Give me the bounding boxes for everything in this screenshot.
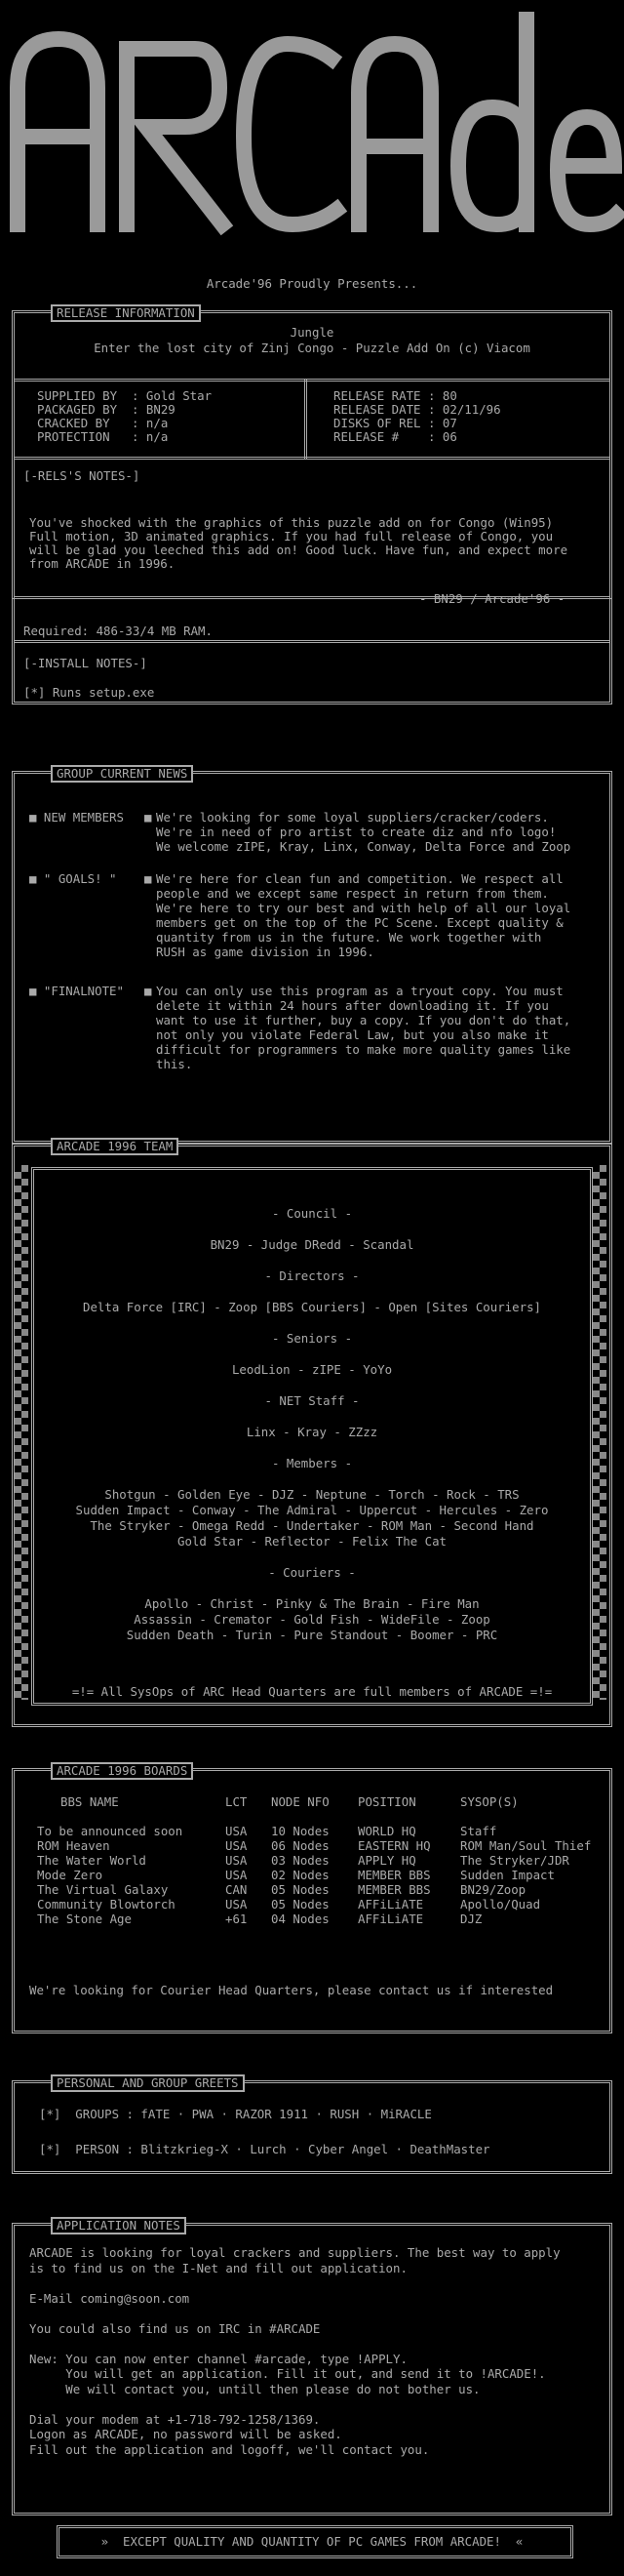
boards-cell: EASTERN HQ (358, 1838, 431, 1853)
news-label-2: ■ "FINALNOTE" (29, 984, 124, 998)
boards-cell: ROM Man/Soul Thief (460, 1838, 592, 1853)
news-0-line-2: We welcome zIPE, Kray, Linx, Conway, Delta Force and Zoop (156, 839, 571, 854)
boards-cell: The Stryker/JDR (460, 1853, 569, 1868)
release-left-0: SUPPLIED BY : Gold Star (37, 388, 213, 403)
application-line: Dial your modem at +1-718-792-1258/1369. (29, 2411, 321, 2427)
release-left-3: PROTECTION : n/a (37, 429, 169, 444)
team-line-12: Gold Star - Reflector - Felix The Cat (176, 1534, 447, 1549)
release-right-1: RELEASE DATE : 02/11/96 (333, 402, 501, 417)
news-label-1: ■ " GOALS! " (29, 871, 117, 886)
team-line-1: BN29 - Judge DRedd - Scandal (210, 1237, 414, 1252)
boards-cell: Sudden Impact (460, 1868, 555, 1882)
boards-cell: Staff (460, 1824, 497, 1838)
boards-cell: 03 Nodes (271, 1853, 330, 1868)
release-right-2: DISKS OF REL : 07 (333, 416, 457, 430)
application-line: Fill out the application and logoff, we'll contact you. (29, 2441, 430, 2457)
release-left-2: CRACKED BY : n/a (37, 416, 169, 430)
team-line-7: Linx - Kray - ZZzz (246, 1425, 378, 1439)
boards-head-nodes: NODE NFO (271, 1794, 330, 1809)
team-line-0: - Council - (271, 1206, 353, 1221)
team-line-14: Apollo - Christ - Pinky & The Brain - Fire Man (144, 1596, 480, 1611)
release-title: RELEASE INFORMATION (51, 304, 201, 322)
news-1-line-0: We're here for clean fun and competition. We respect all (156, 871, 564, 886)
greets-groups: [*] GROUPS : fATE · PWA · RAZOR 1911 · RUSH · MiRACLE (39, 2107, 432, 2121)
boards-title: ARCADE 1996 BOARDS (51, 1762, 193, 1780)
notes-line-2: will be glad you leeched this add on! Good luck. Have fun, and expect more (29, 543, 568, 557)
boards-cell: BN29/Zoop (460, 1882, 526, 1897)
team-line-11: The Stryker - Omega Redd - Undertaker - ROM Man - Second Hand (90, 1518, 534, 1533)
news-bullet-2: ■ (144, 984, 152, 998)
news-2-line-4: difficult for programmers to make more quality games like (156, 1042, 571, 1057)
presents-line: Arcade'96 Proudly Presents... (206, 276, 418, 291)
team-line-2: - Directors - (264, 1268, 360, 1283)
boards-cell: To be announced soon (37, 1824, 183, 1838)
boards-head-lct: LCT (225, 1794, 248, 1809)
application-line: is to find us on the I-Net and fill out application. (29, 2260, 408, 2275)
team-line-3: Delta Force [IRC] - Zoop [BBS Couriers] - Open [Sites Couriers] (83, 1300, 541, 1314)
notes-line-0: You've shocked with the graphics of this puzzle add on for Congo (Win95) (29, 515, 554, 530)
boards-cell: 05 Nodes (271, 1897, 330, 1912)
boards-cell: AFFiLiATE (358, 1897, 424, 1912)
news-2-line-2: want to use it further, buy a copy. If you don't do that, (156, 1013, 571, 1027)
application-line: New: You can now enter channel #arcade, type !APPLY. (29, 2351, 408, 2366)
boards-cell: USA (225, 1853, 248, 1868)
application-line: We will contact you, untill then please do not bother us. (29, 2381, 481, 2396)
application-line: You will get an application. Fill it out, and send it to !ARCADE!. (29, 2366, 546, 2381)
news-0-line-0: We're looking for some loyal suppliers/cracker/coders. (156, 810, 549, 825)
team-line-15: Assassin - Cremator - Gold Fish - WideFile - Zoop (134, 1612, 490, 1627)
boards-cell: CAN (225, 1882, 248, 1897)
news-2-line-5: this. (156, 1057, 193, 1071)
boards-cell: +61 (225, 1912, 248, 1926)
team-line-4: - Seniors - (271, 1331, 353, 1346)
boards-cell: USA (225, 1868, 248, 1882)
release-left-1: PACKAGED BY : BN29 (37, 402, 176, 417)
news-0-line-1: We're in need of pro artist to create diz and nfo logo! (156, 825, 557, 839)
boards-cell: USA (225, 1838, 248, 1853)
team-line-17: =!= All SysOps of ARC Head Quarters are full members of ARCADE =!= (71, 1684, 553, 1699)
greets-persons: [*] PERSON : Blitzkrieg-X · Lurch · Cyber Angel · DeathMaster (39, 2142, 490, 2156)
notes-signature: - BN29 / Arcade'96 - (419, 591, 566, 606)
team-line-10: Sudden Impact - Conway - The Admiral - Uppercut - Hercules - Zero (75, 1503, 549, 1517)
news-title: GROUP CURRENT NEWS (51, 765, 193, 783)
team-line-8: - Members - (271, 1456, 353, 1470)
boards-cell: MEMBER BBS (358, 1868, 431, 1882)
team-line-13: - Couriers - (268, 1565, 356, 1580)
team-line-6: - NET Staff - (264, 1393, 360, 1408)
footer-text: » EXCEPT QUALITY AND QUANTITY OF PC GAMES FROM ARCADE! « (100, 2534, 524, 2549)
boards-cell: Apollo/Quad (460, 1897, 541, 1912)
boards-cell: 04 Nodes (271, 1912, 330, 1926)
application-line: You could also find us on IRC in #ARCADE (29, 2320, 321, 2336)
arcade-logo (0, 0, 624, 244)
boards-head-position: POSITION (358, 1794, 416, 1809)
install-title: [-INSTALL NOTES-] (23, 656, 147, 670)
boards-cell: The Virtual Galaxy (37, 1882, 169, 1897)
team-title: ARCADE 1996 TEAM (51, 1138, 178, 1155)
news-2-line-3: not only you violate Federal Law, but you also make it (156, 1027, 549, 1042)
news-1-line-4: quantity from us in the future. We work together with (156, 930, 542, 945)
boards-cell: APPLY HQ (358, 1853, 416, 1868)
release-right-3: RELEASE # : 06 (333, 429, 457, 444)
boards-cell: 10 Nodes (271, 1824, 330, 1838)
boards-cell: USA (225, 1824, 248, 1838)
boards-cell: The Water World (37, 1853, 146, 1868)
boards-note: We're looking for Courier Head Quarters, please contact us if interested (29, 1983, 554, 1997)
boards-cell: Mode Zero (37, 1868, 103, 1882)
boards-cell: The Stone Age (37, 1912, 132, 1926)
greets-title: PERSONAL AND GROUP GREETS (51, 2074, 245, 2092)
boards-head-sysop: SYSOP(S) (460, 1794, 519, 1809)
news-bullet-1: ■ (144, 871, 152, 886)
application-line: ARCADE is looking for loyal crackers and suppliers. The best way to apply (29, 2245, 561, 2260)
install-line: [*] Runs setup.exe (23, 685, 155, 700)
news-2-line-0: You can only use this program as a tryout copy. You must (156, 984, 564, 998)
boards-cell: MEMBER BBS (358, 1882, 431, 1897)
release-right-0: RELEASE RATE : 80 (333, 388, 457, 403)
release-name: Jungle (290, 325, 334, 340)
notes-line-3: from ARCADE in 1996. (29, 556, 176, 571)
boards-head-name: BBS NAME (60, 1794, 119, 1809)
team-line-5: LeodLion - zIPE - YoYo (231, 1362, 393, 1377)
required-line: Required: 486-33/4 MB RAM. (23, 624, 213, 638)
boards-cell: ROM Heaven (37, 1838, 110, 1853)
boards-cell: 06 Nodes (271, 1838, 330, 1853)
application-title: APPLICATION NOTES (51, 2217, 186, 2234)
news-1-line-1: people and we except same respect in return from them. (156, 886, 549, 901)
news-label-0: ■ NEW MEMBERS (29, 810, 124, 825)
notes-line-1: Full motion, 3D animated graphics. If you had full release of Congo, you (29, 529, 554, 543)
greets-box (12, 2080, 612, 2174)
release-desc: Enter the lost city of Zinj Congo - Puzzle Add On (c) Viacom (94, 341, 530, 355)
news-1-line-5: RUSH as game division in 1996. (156, 945, 374, 959)
boards-cell: 02 Nodes (271, 1868, 330, 1882)
news-1-line-3: members get on the top of the PC Scene. Except quality & (156, 915, 564, 930)
boards-cell: USA (225, 1897, 248, 1912)
application-line: Logon as ARCADE, no password will be asked. (29, 2427, 342, 2441)
svg-text:ARCADE: ARCADE (312, 242, 316, 243)
boards-cell: DJZ (460, 1912, 483, 1926)
news-bullet-0: ■ (144, 810, 152, 825)
boards-cell: AFFiLiATE (358, 1912, 424, 1926)
boards-cell: Community Blowtorch (37, 1897, 176, 1912)
boards-cell: 05 Nodes (271, 1882, 330, 1897)
news-1-line-2: We're here to try our best and with help of all our loyal (156, 901, 571, 915)
news-2-line-1: delete it within 24 hours after downloading it. If you (156, 998, 549, 1013)
boards-cell: WORLD HQ (358, 1824, 416, 1838)
application-line: E-Mail coming@soon.com (29, 2290, 190, 2306)
notes-title: [-RELS'S NOTES-] (23, 468, 140, 483)
team-line-16: Sudden Death - Turin - Pure Standout - Boomer - PRC (126, 1628, 498, 1642)
team-line-9: Shotgun - Golden Eye - DJZ - Neptune - Torch - Rock - TRS (104, 1487, 520, 1502)
